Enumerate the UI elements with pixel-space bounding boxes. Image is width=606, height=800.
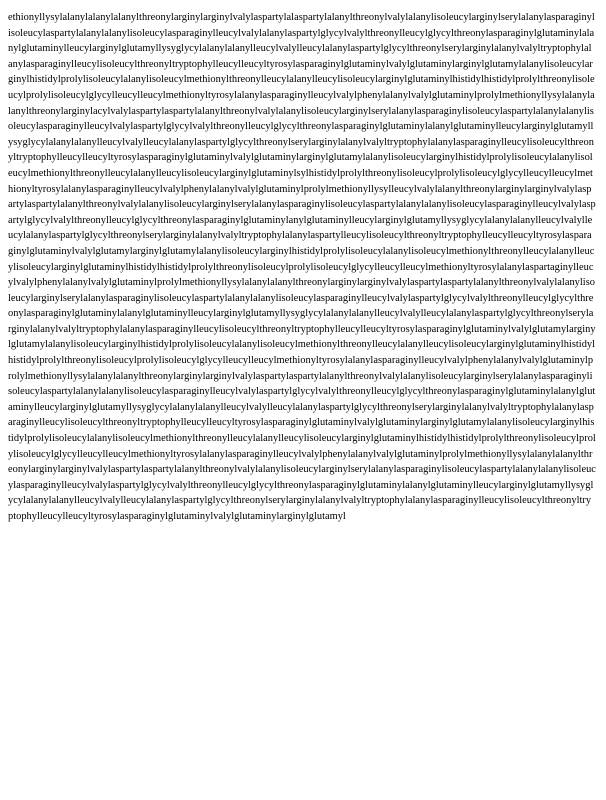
protein-sequence-body: ethionyllysylalanylalanylalanylthreonylarginylarginylvalylaspartylalaspartylalanylthreonylvalylalanylisoleucylarginylserylalanylasparaginylisoleucylaspartylalanylalanylisoleucylasparaginylleucylvalylalanylaspartylglycylvalylthreonylleucylglycylthreonylasparaginylglutaminylalanylglutaminylleucylarginylglutamyllysyglycylalanylalanylleucylvalylleucylalanylaspartylglycylthreonylserylarginylalanylvalyltryptophylalanylasparaginylleucylisoleucylthreonyltryptophylleucylleucyltyrosylasparaginylglutaminylvalylglutaminylarginylglutamylalanylisoleucylarginylhistidylprolylisoleucylalanylisoleucylmethionylthreonylleucylalanylleucylisoleucylarginylglutaminylhistidylhistidylprolylthreonylisoleucylprolylisoleucylglycylleucylleucylmethionyltyrosylalanylasparaginylleucylvalylphenylalanylvalylglutaminylprolylmethionyllysylalanylalanylthreonylarginylacylvalylaspartylaspartylalanylthreonylvalylalanylisoleucylarginylserylalanylasparaginylisoleucylaspartylalanylalanylisoleucylasparaginylleucylvalylaspartylglycylvalylthreonylleucylglycylthreonylasparaginylglutaminylalanylglutaminylleucylarginylglutamyllysyglycylalanylalanylleucylvalylleucylalanylaspartylglycylthreonylserylarginylalanylvalyltryptophylalanylasparaginylleucylisoleucylthreonyltryptophylleucylleucyltyrosylasparaginylglutaminylvalylglutaminylarginylglutamylalanylisoleucylarginylhistidylprolylisoleucylalanylisoleucylmethionylthreonylleucylalanylleucylisoleucylarginylglutaminylsylhistidylprolylthreonylisoleucylprolylisoleucylglycylleucylleucylmethionyltyrosylalanylasparaginylleucylvalylphenylalanylvalylglutaminylprolylmethionyllysylleucylvalylalanylthreonylarginylarginylvalylaspartylaspartylalanylthreonylvalylalanylisoleucylarginylserylalanylasparaginylisoleucylaspartylalanylalanylisoleucylasparaginylleucylvalylaspartylglycylvalylthreonylleucylglycylthreonylasparaginylglutaminylanylglutaminylleucylarginylglutamyllysyglycylalanylalanylleucylvalylleucylalanylaspartylglycylthreonylserylarginylalanylvalyltryptophylalanylaspartylleucylisoleucylthreonyltryptophylleucylleucyltyrosylasparaginylglutaminylvalylglutamylarginylglutamylalanylisoleucylarginylhistidylprolylisoleucylalanylisoleucylmethionylthreonylleucylalanylleucylisoleucylarginylglutaminylhistidylhistidylprolylthreonylisoleucylprolylisoleucylglycylleucylleucylmethionyltyrosylalanylaspartaginylleucylvalylphenylalanylvalylglutaminylprolylmethionyllysylalanylalanylthreonylarginylarginylvalylaspartylaspartylalanylthreonylvalylalanylisoleucylarginylserylalanylasparaginylisoleucylaspartylalanylalanylisoleucylasparaginylleucylvalylaspartylglycylvalylthreonylleucylglycylthreonylasparaginylglutaminylalanylglutaminylleucylarginylglutamyllysyglycylalanylalanylleucylvalylleucylalanylaspartylglycylthreonylserylarginylalanylvalyltryptophylalanylasparaginylleucylisoleucylthreonyltryptophylleucylleucyltyrosylasparaginylglutaminylvalylglutamylarginylglutamylalanylisoleucylarginylhistidylprolylisoleucylalanylisoleucylmethionylthreonylleucylalanylleucylisoleucylarginylglutaminylhistidylhistidylprolylthreonylisoleucylprolylisoleucylglycylleucylleucylmethionyltyrosylalanylasparaginylleucylvalylphenylalanylvalylglutaminylprolylmethionyllysylalanylalanylthreonylarginylarginylvalylaspartylaspartylalanylthreonylvalylalanylisoleucylarginylserylalanylasparaginylisoleucylaspartylalanylalanylisoleucylasparaginylleucylvalylaspartylglycylvalylthreonylleucylglycylthreonylasparaginylglutaminylalanylglutaminylleucylarginylglutamyllysyglycylalanylalanylleucylvalylleucylalanylaspartylglycylthreonylserylarginylalanylvalyltryptophylalanylasparaginylleucylisoleucylthreonyltryptophylleucylleucyltyrosylasparaginylglutaminylvalylglutaminylarginylglutamylalanylisoleucylarginylhistidylprolylisoleucylalanylisoleucylmethionylthreonylleucylalanylleucylisoleucylarginylglutaminylhistidylhistidylprolylthreonylisoleucylprolylisoleucylglycylleucylleucylmethionyltyrosylalanylasparaginylleucylvalylphenylalanylvalylglutaminylprolylmethionyllysylalanylalanylthreonylarginylarginylvalylaspartylaspartylalanylthreonylvalylalanylisoleucylarginylserylalanylasparaginylisoleucylaspartylalanylalanylisoleucylasparaginylleucylvalylaspartylglycylvalylthreonylleucylglycylthreonylasparaginylglutaminylalanylglutaminylleucylarginylglutamyllysyglycylalanylalanylleucylvalylleucylalanylaspartylglycylthreonylserylarginylalanylvalyltryptophylalanylasparaginylleucylisoleucylthreonyltryptophylleucylleucyltyrosylasparaginylglutaminylvalylglutaminylarginylglutamyl xyxy=(8,12,596,522)
